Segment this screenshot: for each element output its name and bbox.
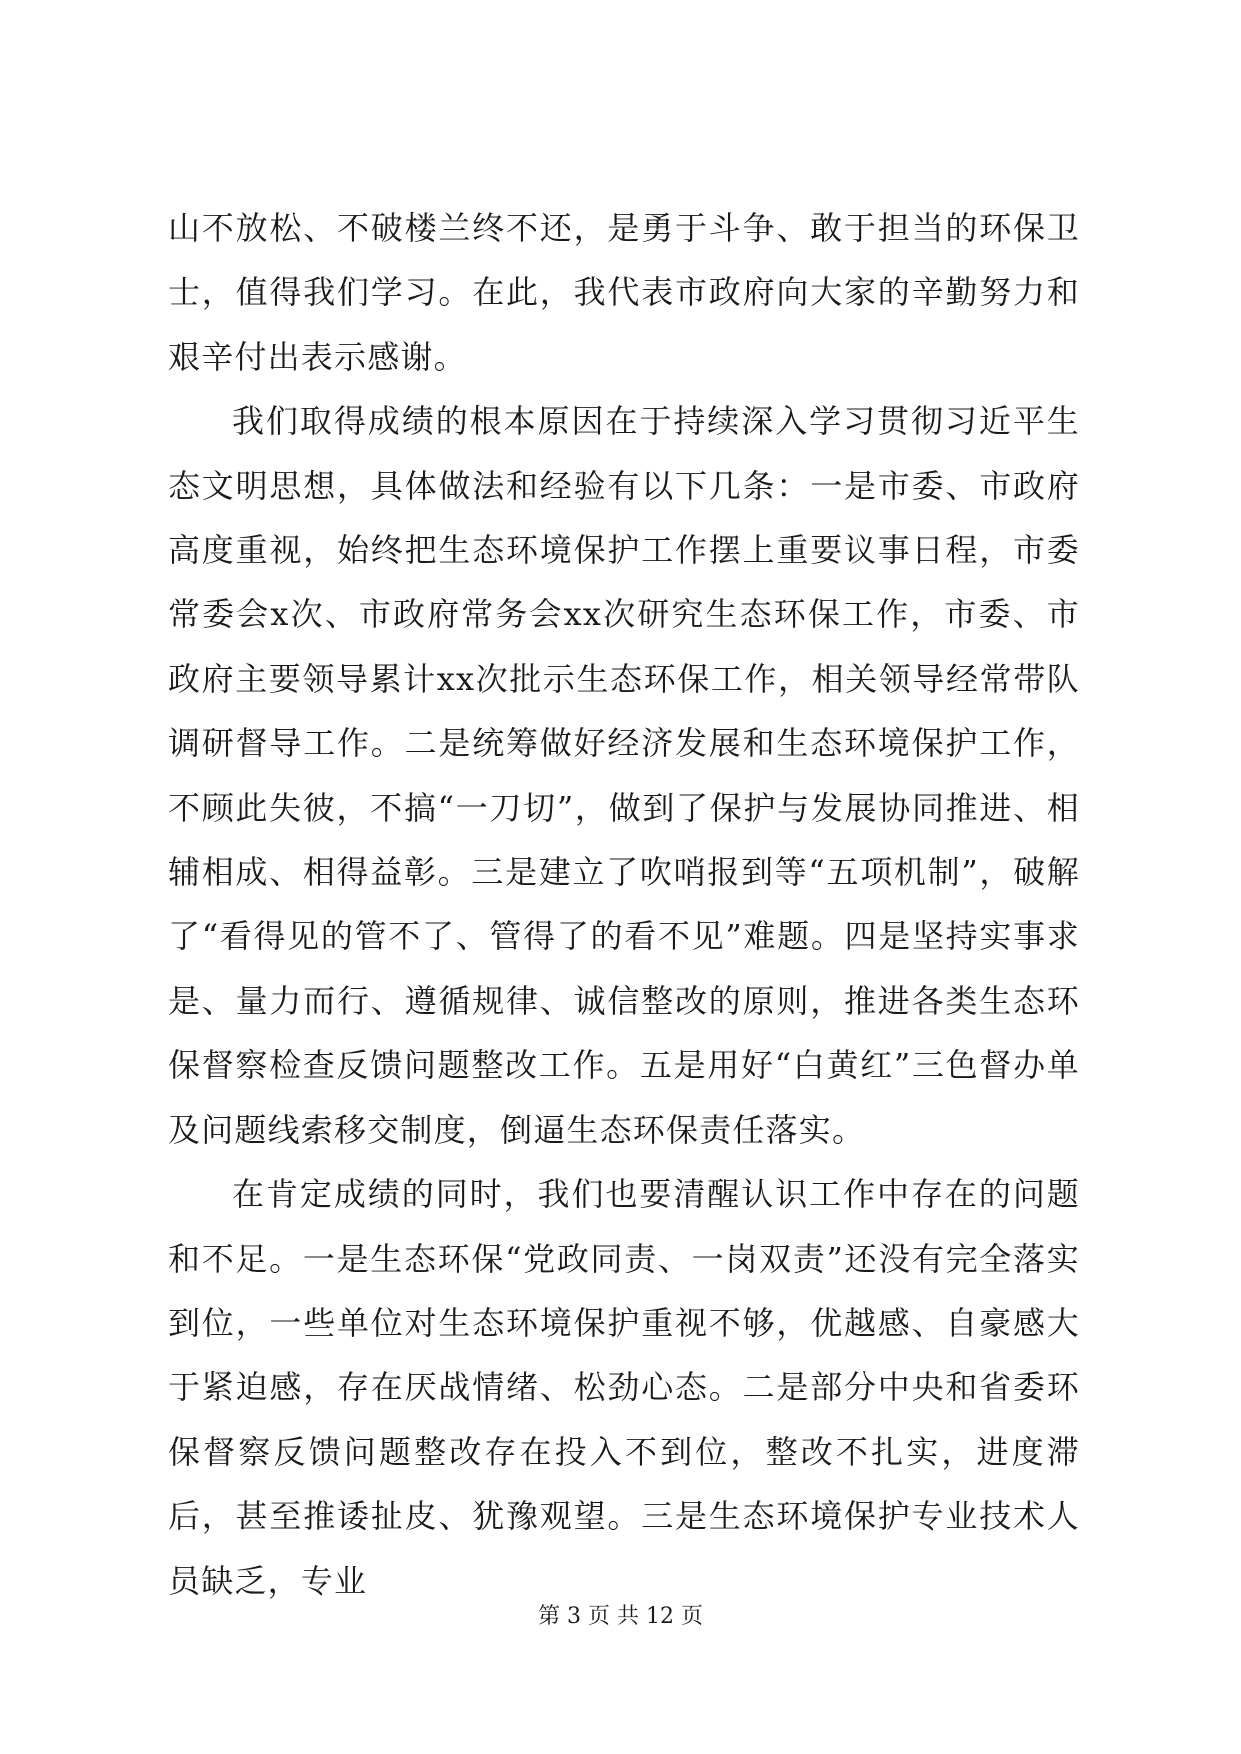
paragraph-3: 在肯定成绩的同时，我们也要清醒认识工作中存在的问题和不足。一是生态环保“党政同责、一岗双责”还没有完全落实到位，一些单位对生态环境保护重视不够，优越感、自豪感大于紧迫感，存在厌战情绪、松劲心态。二是部分中央和省委环保督察反馈问题整改存在投入不到位，整改不扎实，进度滞后，甚至推诿扯皮、犹豫观望。三是生态环境保护专业技术人员缺乏，专业 — [168, 1175, 1080, 1600]
page-number-footer: 第 3 页 共 12 页 — [538, 1604, 703, 1629]
document-body — [168, 196, 1080, 1613]
paragraph-1: 山不放松、不破楼兰终不还，是勇于斗争、敢于担当的环保卫士，值得我们学习。在此，我代表市政府向大家的辛勤努力和艰辛付出表示感谢。 — [168, 209, 1080, 376]
paragraph-2: 我们取得成绩的根本原因在于持续深入学习贯彻习近平生态文明思想，具体做法和经验有以下几条：一是市委、市政府高度重视，始终把生态环境保护工作摆上重要议事日程，市委常委会x次、市政府常务会xx次研究生态环保工作，市委、市政府主要领导累计xx次批示生态环保工作，相关领导经常带队调研督导工作。二是统筹做好经济发展和生态环境保护工作，不顾此失彼，不搞“一刀切”，做到了保护与发展协同推进、相辅相成、相得益彰。三是建立了吹哨报到等“五项机制”，破解了“看得见的管不了、管得了的看不见”难题。四是坚持实事求是、量力而行、遵循规律、诚信整改的原则，推进各类生态环保督察检查反馈问题整改工作。五是用好“白黄红”三色督办单及问题线索移交制度，倒逼生态环保责任落实。 — [168, 402, 1080, 1149]
